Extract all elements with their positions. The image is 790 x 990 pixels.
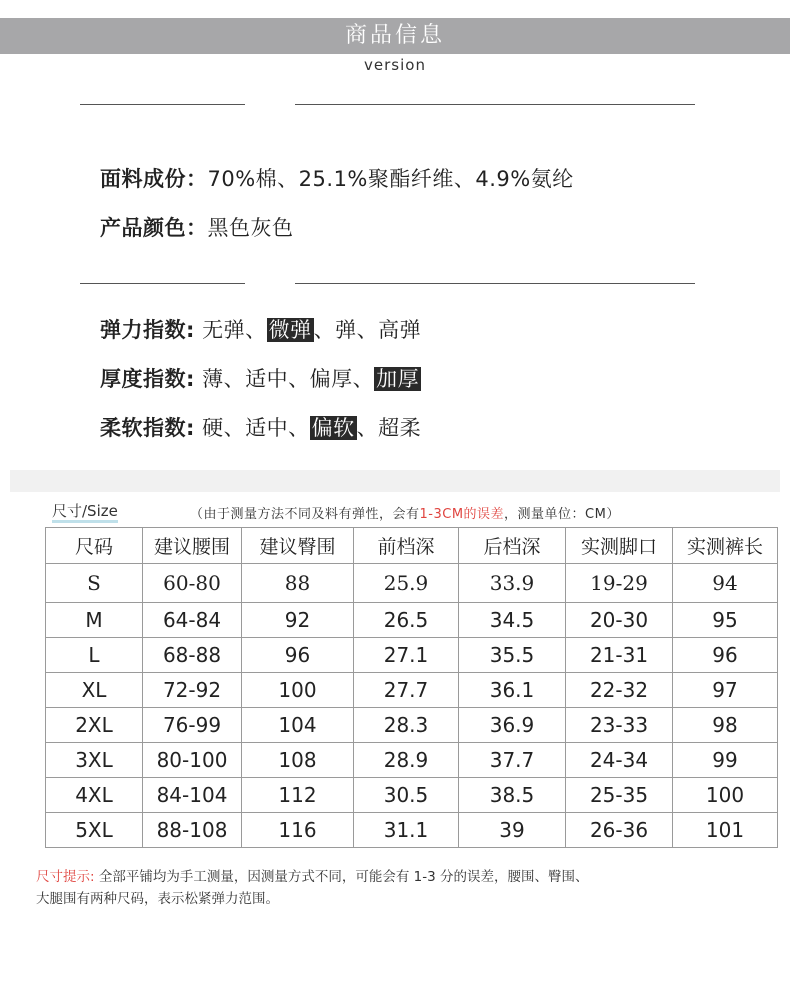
softness-row xyxy=(100,412,421,442)
size-footnote xyxy=(36,866,736,910)
elasticity-option: 无弹 xyxy=(202,318,246,342)
elasticity-row xyxy=(100,314,421,344)
material-label: 面料成份： xyxy=(100,167,208,191)
table-cell: 112 xyxy=(242,778,354,813)
table-cell: 96 xyxy=(242,638,354,673)
table-cell: 31.1 xyxy=(354,813,459,848)
table-cell: 92 xyxy=(242,603,354,638)
table-cell: S xyxy=(46,564,143,603)
table-cell: 27.1 xyxy=(354,638,459,673)
option-separator: 、 xyxy=(356,318,379,342)
softness-label: 柔软指数: xyxy=(100,416,195,440)
table-row xyxy=(46,673,778,708)
table-cell: 64-84 xyxy=(143,603,242,638)
section-separator-band xyxy=(10,470,780,492)
option-separator: 、 xyxy=(288,416,310,440)
table-cell: 4XL xyxy=(46,778,143,813)
table-row xyxy=(46,708,778,743)
softness-options xyxy=(202,416,421,440)
option-separator: 、 xyxy=(352,367,375,391)
thickness-label: 厚度指数: xyxy=(100,367,195,391)
table-row xyxy=(46,743,778,778)
table-cell: 100 xyxy=(673,778,778,813)
banner-subtitle: version xyxy=(364,56,426,74)
table-cell: 3XL xyxy=(46,743,143,778)
size-table xyxy=(45,527,778,848)
thickness-options xyxy=(202,367,421,391)
table-cell: 22-32 xyxy=(566,673,673,708)
softness-option: 硬 xyxy=(202,416,224,440)
table-cell: 28.3 xyxy=(354,708,459,743)
table-cell: 104 xyxy=(242,708,354,743)
table-cell: 19-29 xyxy=(566,564,673,603)
softness-option: 超柔 xyxy=(378,416,422,440)
size-note-after: ，测量单位：CM） xyxy=(504,507,620,522)
divider-right-2 xyxy=(295,283,695,284)
size-note-before: （由于测量方法不同及料有弹性，会有 xyxy=(190,507,420,522)
thickness-row xyxy=(100,363,421,393)
table-cell: 97 xyxy=(673,673,778,708)
thickness-option: 适中 xyxy=(245,367,289,391)
table-row xyxy=(46,564,778,603)
table-cell: XL xyxy=(46,673,143,708)
table-cell: 33.9 xyxy=(459,564,566,603)
table-cell: 39 xyxy=(459,813,566,848)
column-header: 实测脚口 xyxy=(566,528,673,564)
table-cell: 38.5 xyxy=(459,778,566,813)
table-cell: 21-31 xyxy=(566,638,673,673)
column-header: 实测裤长 xyxy=(673,528,778,564)
column-header: 尺码 xyxy=(46,528,143,564)
section-banner xyxy=(0,18,790,54)
elasticity-option: 弹 xyxy=(335,318,357,342)
table-cell: 30.5 xyxy=(354,778,459,813)
table-cell: 26.5 xyxy=(354,603,459,638)
material-value: 70%棉、25.1%聚酯纤维、4.9%氨纶 xyxy=(207,167,574,191)
table-cell: 116 xyxy=(242,813,354,848)
table-cell: 25.9 xyxy=(354,564,459,603)
table-cell: 80-100 xyxy=(143,743,242,778)
table-cell: 2XL xyxy=(46,708,143,743)
softness-option: 适中 xyxy=(245,416,289,440)
option-separator: 、 xyxy=(223,367,246,391)
table-cell: 36.9 xyxy=(459,708,566,743)
thickness-option-selected: 加厚 xyxy=(376,367,420,391)
column-header: 后档深 xyxy=(459,528,566,564)
softness-option-selected: 偏软 xyxy=(311,416,355,440)
table-cell: 60-80 xyxy=(143,564,242,603)
table-cell: 108 xyxy=(242,743,354,778)
table-cell: M xyxy=(46,603,143,638)
table-cell: 35.5 xyxy=(459,638,566,673)
table-cell: 28.9 xyxy=(354,743,459,778)
material-row xyxy=(100,163,574,193)
divider-left-2 xyxy=(80,283,245,284)
banner-title: 商品信息 xyxy=(344,23,445,48)
table-cell: 88 xyxy=(242,564,354,603)
table-cell: 27.7 xyxy=(354,673,459,708)
table-cell: 34.5 xyxy=(459,603,566,638)
table-cell: 23-33 xyxy=(566,708,673,743)
divider-left-1 xyxy=(80,104,245,105)
table-cell: 68-88 xyxy=(143,638,242,673)
table-cell: 76-99 xyxy=(143,708,242,743)
divider-right-1 xyxy=(295,104,695,105)
elasticity-option: 高弹 xyxy=(378,318,422,342)
table-cell: 101 xyxy=(673,813,778,848)
table-cell: L xyxy=(46,638,143,673)
table-cell: 25-35 xyxy=(566,778,673,813)
column-header: 建议臀围 xyxy=(242,528,354,564)
table-cell: 37.7 xyxy=(459,743,566,778)
color-value: 黑色灰色 xyxy=(207,216,294,240)
color-row xyxy=(100,212,294,242)
table-header-row xyxy=(46,528,778,564)
table-cell: 98 xyxy=(673,708,778,743)
table-cell: 95 xyxy=(673,603,778,638)
option-separator: 、 xyxy=(356,416,379,440)
table-row xyxy=(46,813,778,848)
size-chart-note xyxy=(190,503,620,522)
table-cell: 20-30 xyxy=(566,603,673,638)
table-row xyxy=(46,638,778,673)
elasticity-label: 弹力指数: xyxy=(100,318,195,342)
option-separator: 、 xyxy=(288,367,310,391)
size-chart-title: 尺寸/Size xyxy=(52,502,118,523)
footnote-line1: 全部平铺均为手工测量，因测量方式不同，可能会有 1-3 分的误差，腰围、臀围、 xyxy=(94,869,589,885)
table-cell: 99 xyxy=(673,743,778,778)
table-cell: 36.1 xyxy=(459,673,566,708)
elasticity-option-selected: 微弹 xyxy=(268,318,312,342)
table-cell: 96 xyxy=(673,638,778,673)
column-header: 前档深 xyxy=(354,528,459,564)
table-row xyxy=(46,603,778,638)
table-cell: 100 xyxy=(242,673,354,708)
footnote-label: 尺寸提示: xyxy=(36,869,95,885)
option-separator: 、 xyxy=(313,318,336,342)
option-separator: 、 xyxy=(245,318,267,342)
table-row xyxy=(46,778,778,813)
color-label: 产品颜色： xyxy=(100,216,208,240)
table-cell: 24-34 xyxy=(566,743,673,778)
thickness-option: 偏厚 xyxy=(309,367,353,391)
size-note-error: 1-3CM的误差 xyxy=(419,507,505,522)
column-header: 建议腰围 xyxy=(143,528,242,564)
footnote-line2: 大腿围有两种尺码，表示松紧弹力范围。 xyxy=(36,891,279,907)
table-cell: 88-108 xyxy=(143,813,242,848)
table-cell: 94 xyxy=(673,564,778,603)
table-cell: 5XL xyxy=(46,813,143,848)
elasticity-options xyxy=(202,318,421,342)
table-cell: 72-92 xyxy=(143,673,242,708)
table-cell: 84-104 xyxy=(143,778,242,813)
thickness-option: 薄 xyxy=(202,367,224,391)
option-separator: 、 xyxy=(223,416,246,440)
table-cell: 26-36 xyxy=(566,813,673,848)
